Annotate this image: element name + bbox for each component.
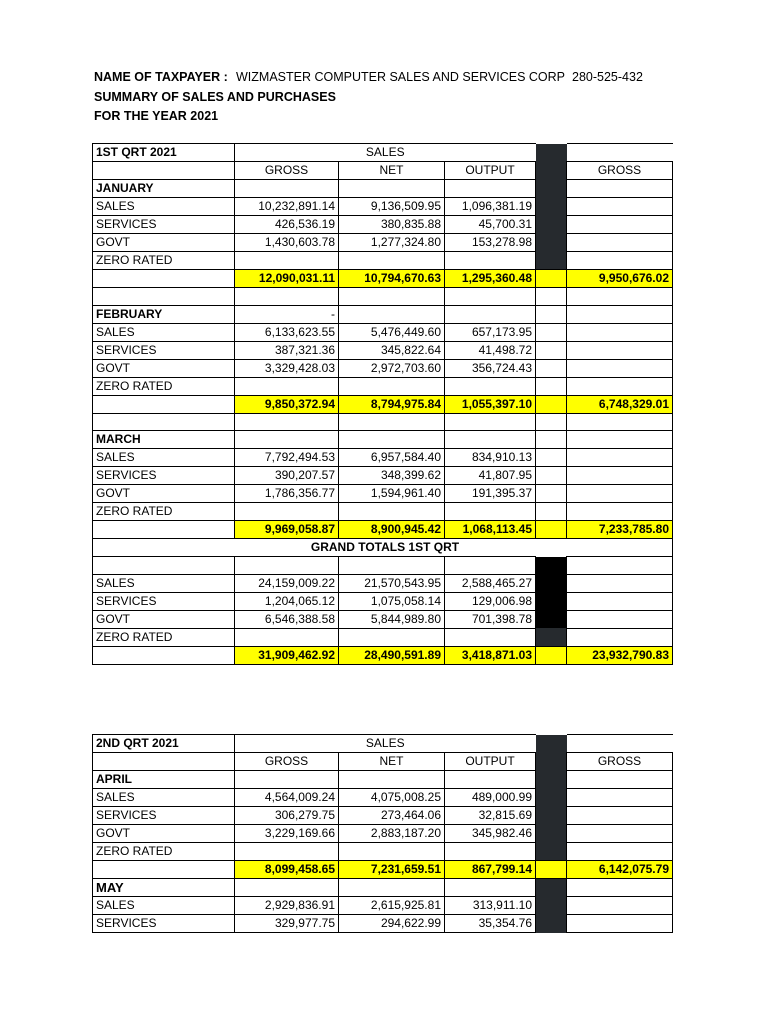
empty-cell <box>93 557 235 575</box>
empty-cell <box>445 180 536 198</box>
table-cell: 10,232,891.14 <box>235 198 339 216</box>
table-cell: ZERO RATED <box>93 252 235 270</box>
column-header-gross2: GROSS <box>567 753 673 771</box>
table-row <box>93 216 673 234</box>
table-cell: 273,464.06 <box>339 807 445 825</box>
table-cell: GOVT <box>93 610 235 628</box>
table-cell: 41,807.95 <box>445 467 536 485</box>
month-label: MARCH <box>93 431 235 449</box>
summary-title: SUMMARY OF SALES AND PURCHASES <box>94 90 336 104</box>
table-cell: 129,006.98 <box>445 592 536 610</box>
table-cell: 1,277,324.80 <box>339 234 445 252</box>
table-row <box>93 162 673 180</box>
quarter-title: 2ND QRT 2021 <box>93 735 235 753</box>
table-cell: 313,911.10 <box>445 897 536 915</box>
empty-cell <box>536 592 567 610</box>
empty-cell <box>536 843 567 861</box>
table-cell: 2,972,703.60 <box>339 359 445 377</box>
empty-cell <box>536 539 567 557</box>
empty-cell <box>536 521 567 539</box>
empty-cell <box>567 879 673 897</box>
empty-cell <box>567 341 673 359</box>
total-row <box>93 521 673 539</box>
table-cell: 21,570,543.95 <box>339 574 445 592</box>
table-cell: SALES <box>93 198 235 216</box>
table-cell: 35,354.76 <box>445 915 536 933</box>
table-cell: SALES <box>93 323 235 341</box>
table-cell: 41,498.72 <box>445 341 536 359</box>
table-cell: 1,075,058.14 <box>339 592 445 610</box>
empty-cell <box>445 503 536 521</box>
table-cell: 3,329,428.03 <box>235 359 339 377</box>
empty-cell <box>567 359 673 377</box>
column-header-gross2: GROSS <box>567 162 673 180</box>
empty-cell <box>536 305 567 323</box>
empty-cell <box>536 216 567 234</box>
empty-cell <box>93 539 235 557</box>
empty-cell <box>536 646 567 664</box>
empty-cell <box>536 413 567 431</box>
empty-cell <box>536 771 567 789</box>
empty-cell <box>93 753 235 771</box>
empty-cell <box>567 897 673 915</box>
table-cell: 6,957,584.40 <box>339 449 445 467</box>
table-row <box>93 807 673 825</box>
table-cell: 1,096,381.19 <box>445 198 536 216</box>
table-cell: 2,883,187.20 <box>339 825 445 843</box>
empty-cell <box>93 288 235 306</box>
table-cell: 348,399.62 <box>339 467 445 485</box>
empty-cell <box>567 323 673 341</box>
table-row <box>93 592 673 610</box>
table-cell: SERVICES <box>93 216 235 234</box>
empty-cell <box>445 288 536 306</box>
table-row <box>93 359 673 377</box>
total-gross2: 6,142,075.79 <box>567 861 673 879</box>
table-cell: 306,279.75 <box>235 807 339 825</box>
table-cell: 32,815.69 <box>445 807 536 825</box>
empty-cell <box>567 467 673 485</box>
month-label: FEBRUARY <box>93 305 235 323</box>
table-cell: 345,982.46 <box>445 825 536 843</box>
empty-cell <box>339 180 445 198</box>
empty-cell <box>339 557 445 575</box>
empty-cell <box>339 628 445 646</box>
empty-cell <box>445 879 536 897</box>
column-header-net: NET <box>339 162 445 180</box>
table-cell: ZERO RATED <box>93 628 235 646</box>
table-row <box>93 323 673 341</box>
total-gross2: 6,748,329.01 <box>567 395 673 413</box>
total-gross: 12,090,031.11 <box>235 270 339 288</box>
table-cell: 1,204,065.12 <box>235 592 339 610</box>
column-header-output: OUTPUT <box>445 162 536 180</box>
table-cell: SERVICES <box>93 807 235 825</box>
empty-cell <box>567 628 673 646</box>
dash: - <box>235 305 339 323</box>
empty-cell <box>339 503 445 521</box>
empty-cell <box>536 449 567 467</box>
table-cell: 4,075,008.25 <box>339 789 445 807</box>
q2-sales-table <box>92 734 673 933</box>
empty-cell <box>235 377 339 395</box>
empty-cell <box>339 413 445 431</box>
table-row <box>93 377 673 395</box>
table-cell: 153,278.98 <box>445 234 536 252</box>
empty-cell <box>93 270 235 288</box>
month-label: MAY <box>93 879 235 897</box>
table-row <box>93 735 673 753</box>
table-cell: 1,786,356.77 <box>235 485 339 503</box>
table-cell: SALES <box>93 897 235 915</box>
table-row <box>93 198 673 216</box>
empty-cell <box>339 288 445 306</box>
empty-cell <box>536 753 567 771</box>
grand-total-heading-row <box>93 539 673 557</box>
empty-cell <box>235 180 339 198</box>
table-cell: 2,929,836.91 <box>235 897 339 915</box>
empty-cell <box>445 377 536 395</box>
table-cell: 834,910.13 <box>445 449 536 467</box>
empty-cell <box>93 413 235 431</box>
table-row <box>93 485 673 503</box>
empty-cell <box>536 861 567 879</box>
empty-cell <box>567 539 673 557</box>
table-cell: 294,622.99 <box>339 915 445 933</box>
quarter-title: 1ST QRT 2021 <box>93 144 235 162</box>
empty-cell <box>339 431 445 449</box>
table-row <box>93 234 673 252</box>
table-cell: 45,700.31 <box>445 216 536 234</box>
table-row <box>93 825 673 843</box>
total-gross: 9,969,058.87 <box>235 521 339 539</box>
empty-cell <box>235 771 339 789</box>
total-output: 1,068,113.45 <box>445 521 536 539</box>
empty-cell <box>536 807 567 825</box>
empty-cell <box>536 270 567 288</box>
taxpayer-label: NAME OF TAXPAYER : <box>94 70 228 84</box>
table-row <box>93 610 673 628</box>
column-header-output: OUTPUT <box>445 753 536 771</box>
total-net: 8,794,975.84 <box>339 395 445 413</box>
empty-cell <box>445 431 536 449</box>
total-row <box>93 861 673 879</box>
empty-cell <box>567 413 673 431</box>
empty-cell <box>536 915 567 933</box>
empty-cell <box>536 323 567 341</box>
empty-cell <box>567 216 673 234</box>
empty-cell <box>235 843 339 861</box>
spacer-row <box>93 413 673 431</box>
total-gross2: 9,950,676.02 <box>567 270 673 288</box>
total-net: 7,231,659.51 <box>339 861 445 879</box>
grand-total-net: 28,490,591.89 <box>339 646 445 664</box>
empty-cell <box>235 503 339 521</box>
table-row <box>93 574 673 592</box>
empty-cell <box>567 431 673 449</box>
empty-cell <box>567 288 673 306</box>
empty-cell <box>536 628 567 646</box>
table-row <box>93 144 673 162</box>
empty-cell <box>339 305 445 323</box>
table-cell: GOVT <box>93 359 235 377</box>
table-cell: 24,159,009.22 <box>235 574 339 592</box>
table-cell: 701,398.78 <box>445 610 536 628</box>
table-cell: 380,835.88 <box>339 216 445 234</box>
table-cell: 7,792,494.53 <box>235 449 339 467</box>
table-cell: 2,588,465.27 <box>445 574 536 592</box>
empty-cell <box>93 162 235 180</box>
table-cell: 1,594,961.40 <box>339 485 445 503</box>
total-output: 867,799.14 <box>445 861 536 879</box>
empty-cell <box>235 252 339 270</box>
taxpayer-name: WIZMASTER COMPUTER SALES AND SERVICES CORP <box>236 70 565 84</box>
empty-cell <box>567 825 673 843</box>
table-cell: 657,173.95 <box>445 323 536 341</box>
table-cell: 345,822.64 <box>339 341 445 359</box>
total-gross2: 7,233,785.80 <box>567 521 673 539</box>
total-output: 1,295,360.48 <box>445 270 536 288</box>
empty-cell <box>536 789 567 807</box>
empty-cell <box>445 557 536 575</box>
table-cell: 426,536.19 <box>235 216 339 234</box>
table-cell: 489,000.99 <box>445 789 536 807</box>
empty-cell <box>93 521 235 539</box>
table-cell: 329,977.75 <box>235 915 339 933</box>
table-cell: 9,136,509.95 <box>339 198 445 216</box>
empty-cell <box>536 288 567 306</box>
table-cell: 356,724.43 <box>445 359 536 377</box>
table-cell: ZERO RATED <box>93 843 235 861</box>
empty-cell <box>567 180 673 198</box>
column-header-gross: GROSS <box>235 162 339 180</box>
grand-totals-title: GRAND TOTALS 1ST QRT <box>310 540 460 554</box>
empty-cell <box>536 180 567 198</box>
empty-cell <box>339 252 445 270</box>
empty-cell <box>536 557 567 575</box>
empty-cell <box>339 843 445 861</box>
spacer-row <box>93 557 673 575</box>
empty-cell <box>567 485 673 503</box>
table-row <box>93 628 673 646</box>
table-cell: SALES <box>93 789 235 807</box>
empty-cell <box>536 574 567 592</box>
grand-total-output: 3,418,871.03 <box>445 646 536 664</box>
empty-cell <box>235 413 339 431</box>
spacer-row <box>93 288 673 306</box>
empty-cell <box>567 449 673 467</box>
table-row <box>93 897 673 915</box>
month-label: APRIL <box>93 771 235 789</box>
empty-cell <box>536 467 567 485</box>
total-gross: 9,850,372.94 <box>235 395 339 413</box>
empty-cell <box>536 431 567 449</box>
table-cell: 4,564,009.24 <box>235 789 339 807</box>
group-header-sales: SALES <box>235 144 536 162</box>
table-row <box>93 753 673 771</box>
empty-cell <box>567 574 673 592</box>
empty-cell <box>536 144 567 162</box>
empty-cell <box>536 234 567 252</box>
empty-cell <box>536 252 567 270</box>
table-row <box>93 431 673 449</box>
table-cell: 2,615,925.81 <box>339 897 445 915</box>
table-row <box>93 771 673 789</box>
empty-cell <box>567 735 673 753</box>
empty-cell <box>567 807 673 825</box>
grand-total-row <box>93 646 673 664</box>
empty-cell <box>536 897 567 915</box>
empty-cell <box>567 789 673 807</box>
empty-cell <box>93 861 235 879</box>
table-cell: 191,395.37 <box>445 485 536 503</box>
table-row <box>93 341 673 359</box>
empty-cell <box>567 252 673 270</box>
empty-cell <box>567 503 673 521</box>
empty-cell <box>339 771 445 789</box>
column-header-gross: GROSS <box>235 753 339 771</box>
group-header-sales: SALES <box>235 735 536 753</box>
table-row <box>93 252 673 270</box>
empty-cell <box>235 628 339 646</box>
empty-cell <box>536 341 567 359</box>
table-cell: ZERO RATED <box>93 377 235 395</box>
empty-cell <box>93 646 235 664</box>
empty-cell <box>445 252 536 270</box>
empty-cell <box>339 377 445 395</box>
grand-total-gross: 31,909,462.92 <box>235 646 339 664</box>
table-cell: SALES <box>93 449 235 467</box>
empty-cell <box>536 162 567 180</box>
table-cell: 5,844,989.80 <box>339 610 445 628</box>
table-cell: ZERO RATED <box>93 503 235 521</box>
empty-cell <box>339 879 445 897</box>
table-cell: 6,133,623.55 <box>235 323 339 341</box>
empty-cell <box>536 359 567 377</box>
table-row <box>93 467 673 485</box>
total-net: 10,794,670.63 <box>339 270 445 288</box>
empty-cell <box>536 377 567 395</box>
empty-cell <box>536 485 567 503</box>
empty-cell <box>567 915 673 933</box>
empty-cell <box>536 879 567 897</box>
year-title: FOR THE YEAR 2021 <box>94 109 219 123</box>
empty-cell <box>567 377 673 395</box>
table-cell: 1,430,603.78 <box>235 234 339 252</box>
empty-cell <box>536 610 567 628</box>
empty-cell <box>445 628 536 646</box>
empty-cell <box>567 843 673 861</box>
table-cell: 387,321.36 <box>235 341 339 359</box>
table-cell: 3,229,169.66 <box>235 825 339 843</box>
table-row <box>93 843 673 861</box>
empty-cell <box>567 610 673 628</box>
empty-cell <box>567 144 673 162</box>
table-cell: SERVICES <box>93 467 235 485</box>
empty-cell <box>567 234 673 252</box>
table-cell: 5,476,449.60 <box>339 323 445 341</box>
table-row <box>93 449 673 467</box>
table-cell: SERVICES <box>93 341 235 359</box>
total-net: 8,900,945.42 <box>339 521 445 539</box>
grand-total-gross2: 23,932,790.83 <box>567 646 673 664</box>
empty-cell <box>445 413 536 431</box>
empty-cell <box>235 557 339 575</box>
empty-cell <box>445 843 536 861</box>
table-cell: GOVT <box>93 234 235 252</box>
empty-cell <box>235 879 339 897</box>
total-row <box>93 270 673 288</box>
empty-cell <box>445 771 536 789</box>
empty-cell <box>567 592 673 610</box>
table-row <box>93 879 673 897</box>
empty-cell <box>536 825 567 843</box>
table-row <box>93 503 673 521</box>
table-row <box>93 915 673 933</box>
empty-cell <box>567 557 673 575</box>
taxpayer-tin: 280-525-432 <box>572 70 643 84</box>
table-cell: 390,207.57 <box>235 467 339 485</box>
total-gross: 8,099,458.65 <box>235 861 339 879</box>
table-cell: GOVT <box>93 485 235 503</box>
empty-cell <box>93 395 235 413</box>
table-row <box>93 789 673 807</box>
table-row <box>93 305 673 323</box>
empty-cell <box>536 395 567 413</box>
total-output: 1,055,397.10 <box>445 395 536 413</box>
empty-cell <box>445 305 536 323</box>
empty-cell <box>235 431 339 449</box>
empty-cell <box>536 735 567 753</box>
empty-cell <box>567 198 673 216</box>
empty-cell <box>235 288 339 306</box>
table-cell: SERVICES <box>93 915 235 933</box>
empty-cell <box>567 305 673 323</box>
table-cell: SERVICES <box>93 592 235 610</box>
q1-sales-table <box>92 143 673 665</box>
table-cell: 6,546,388.58 <box>235 610 339 628</box>
month-label: JANUARY <box>93 180 235 198</box>
table-row <box>93 180 673 198</box>
table-cell: SALES <box>93 574 235 592</box>
table-cell: GOVT <box>93 825 235 843</box>
column-header-net: NET <box>339 753 445 771</box>
empty-cell <box>536 503 567 521</box>
total-row <box>93 395 673 413</box>
empty-cell <box>567 771 673 789</box>
empty-cell <box>536 198 567 216</box>
